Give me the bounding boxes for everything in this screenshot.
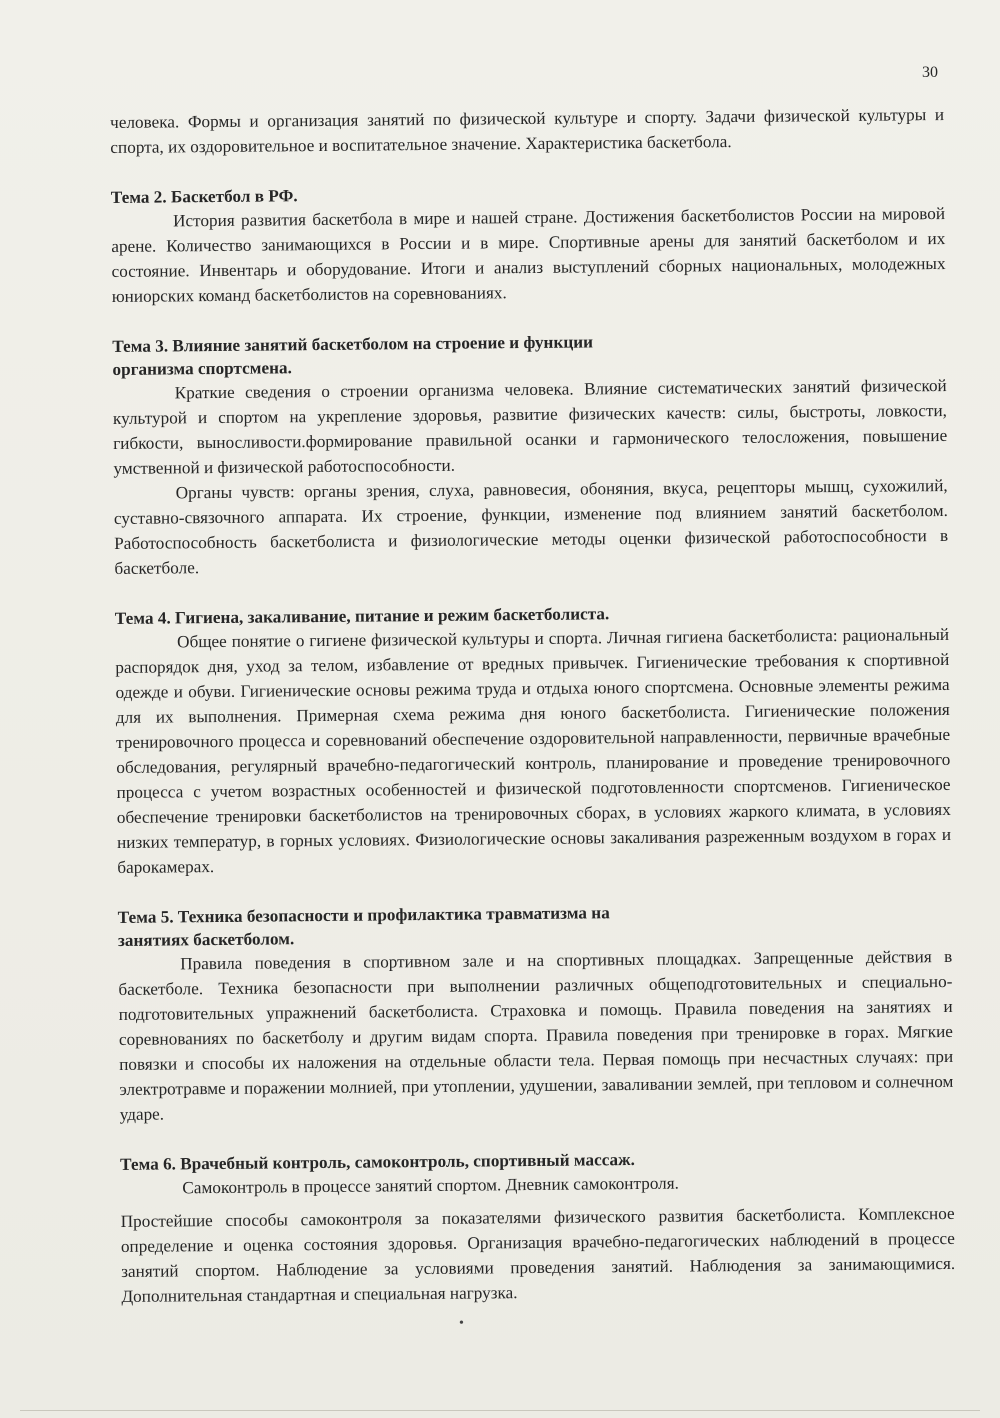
intro-paragraph: человека. Формы и организация занятий по физической культуре и спорту. Задачи физической культуры и спорта, их оздоровительное и воспитательное значение. Характеристика баскетбола. <box>110 104 945 157</box>
section-6-title: Тема 6. Врачебный контроль, самоконтроль, спортивный массаж. <box>120 1150 635 1174</box>
section-2-title: Тема 2. Баскетбол в РФ. <box>110 186 298 207</box>
section-5-title: Тема 5. Техника безопасности и профилактика травматизма на занятиях баскетболом. <box>117 903 610 950</box>
scan-speck: • <box>459 1316 464 1331</box>
section-3-title: Тема 3. Влияние занятий баскетболом на строение и функции организма спортсмена. <box>112 332 594 379</box>
section-3-paragraph-2: Органы чувств: органы зрения, слуха, равновесия, обоняния, вкуса, рецепторы мышц, сухожилий, суставно-связочного аппарата. Их строение, функции, изменение под влиянием занятий баскетболом. Работоспособность баскетболиста и физиологические методы оценки физической работоспособности в баскетболе. <box>113 475 949 578</box>
section-6-paragraph-1: Самоконтроль в процессе занятий спортом. Дневник самоконтроля. <box>182 1173 680 1198</box>
section-2-paragraph: История развития баскетбола в мире и нашей стране. Достижения баскетболистов России на мировой арене. Количество занимающихся в России и в мире. Спортивные арены для занятий баскетболом и их состояние. Инвентарь и оборудование. Итоги и анализ выступлений сборных национальных, молодежных юниорских команд баскетболистов на соревнованиях. <box>111 203 946 306</box>
section-4-paragraph: Общее понятие о гигиене физической культуры и спорта. Личная гигиена баскетболиста: рациональный распорядок дня, уход за телом, избавление от вредных привычек. Гигиенические требования к спортивной одежде и обуви. Гигиенические основы режима труда и отдыха юного спортсмена. Основные элементы режима для их выполнения. Примерная схема режима дня юного баскетболиста. Гигиенические положения тренировочного процесса и соревнований обеспечение оздоровительной направленности, первичные врачебные обследования, регулярный врачебно-педагогический контроль, планирование и проведение тренировочного процесса с учетом возрастных особенностей и физической подготовленности спортсменов. Гигиеническое обеспечение тренировки баскетболистов на тренировочных сборах, в условиях жаркого климата, в условиях низких температур, в горных условиях. Физиологические основы закаливания разреженным воздухом в горах и барокамерах. <box>115 624 952 877</box>
page-content <box>110 102 955 1309</box>
section-5-paragraph: Правила поведения в спортивном зале и на спортивных площадках. Запрещенные действия в баскетболе. Техника безопасности при выполнении различных общеподготовительных и специально-подготовительных упражнений баскетболиста. Страховка и помощь. Правила поведения на занятиях и соревнованиях по баскетболу и другим видам спорта. Правила поведения при тренировке в горах. Мягкие повязки и способы их наложения на отдельные области тела. Первая помощь при несчастных случаях: при электротравме и поражении молнией, при утоплении, удушении, заваливании землей, при тепловом и солнечном ударе. <box>118 946 954 1124</box>
page-edge-line <box>20 1410 980 1411</box>
section-4-title: Тема 4. Гигиена, закаливание, питание и режим баскетболиста. <box>114 604 610 628</box>
section-6-paragraph-2: Простейшие способы самоконтроля за показателями физического развития баскетболиста. Комплексное определение и оценка состояния здоровья. Организация врачебно-педагогических наблюдений в процессе занятий спортом. Наблюдение за условиями проведения занятий. Наблюдения за занимающимися. Дополнительная стандартная и специальная нагрузка. <box>120 1203 956 1306</box>
section-3-paragraph-1: Краткие сведения о строении организма человека. Влияние систематических занятий физической культурой и спортом на укрепление здоровья, развитие физических качеств: силы, быстроты, ловкости, гибкости, выносливости.формирование правильной осанки и гармонического телосложения, повышение умственной и физической работоспособности. <box>112 375 948 478</box>
page-number: 30 <box>922 64 938 81</box>
